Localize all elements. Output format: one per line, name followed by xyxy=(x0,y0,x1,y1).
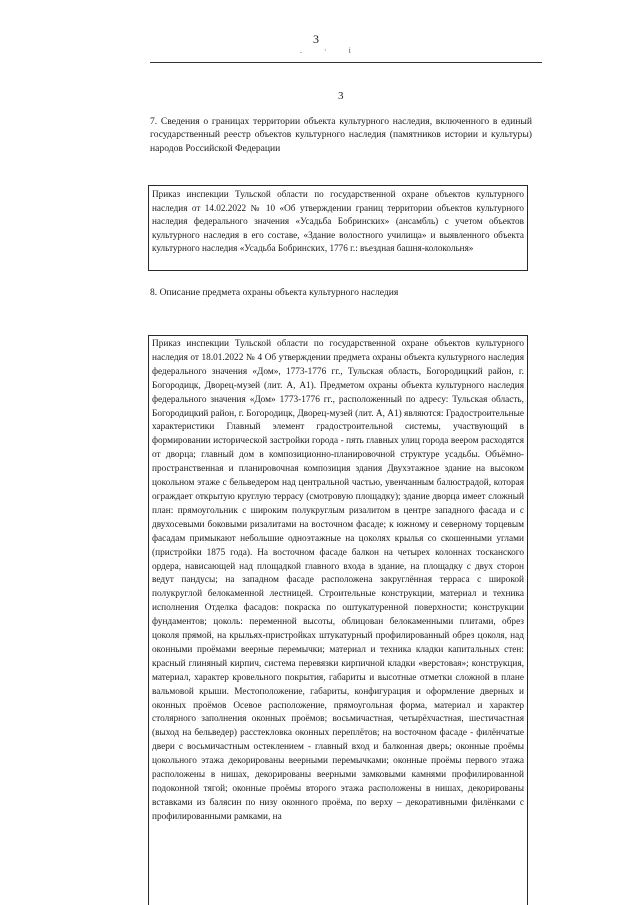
page-number-inner: 3 xyxy=(338,90,344,102)
section-8-heading: 8. Описание предмета охраны объекта культурного наследия xyxy=(150,287,399,298)
section-7-heading: 7. Сведения о границах территории объекта культурного наследия, включенного в единый государственный реестр объектов культурного наследия (памятников истории и культуры) народов Российской Федерации xyxy=(150,116,532,154)
scan-marks: . · i xyxy=(300,46,361,55)
section-7-box: Приказ инспекции Тульской области по государственной охране объектов культурного наследия от 14.02.2022 № 10 «Об утверждении границ территории объектов культурного наследия федерального значения «Усадьба Бобринских» (ансамбль) с учетом объектов культурного наследия в его составе, «Здание волостного училища» и выявленного объекта культурного наследия «Усадьба Бобринских, 1776 г.: въездная башня-колокольня» xyxy=(148,185,528,271)
top-rule xyxy=(150,62,542,63)
page-number-top: 3 xyxy=(313,32,319,46)
section-8-box: Приказ инспекции Тульской области по государственной охране объектов культурного наследия от 18.01.2022 № 4 Об утверждении предмета охраны объекта культурного наследия федерального значения «Дом», 1773-1776 гг., Тульская область, Богородицкий район, г. Богородицк, Дворец-музей (лит. А, А1). Предметом охраны объекта культурного наследия федерального значения «Дом» 1773-1776 гг., расположенный по адресу: Тульская область, Богородицкий район, г. Богородицк, Дворец-музей (лит. А, А1) являются: Градостроительные характеристики Главный элемент градостроительной системы, участвующий в формировании исторической застройки города - пять главных улиц города веером расходятся от дворца; главный дом в композиционно-планировочной структуре усадьбы. Объёмно-пространственная и планировочная композиция здания Двухэтажное здание на высоком цокольном этаже с бельведером над центральной частью, увенчанным балюстрадой, которая ограждает открытую круглую террасу (смотровую площадку); здание дворца имеет сложный план: прямоугольник с широким полукруглым ризалитом в центре западного фасада и с двухосевыми боковыми ризалитами на восточном фасаде; к южному и северному торцевым фасадам примыкают небольшие одноэтажные на цоколях крылья со скошенными углами (пристройки 1875 года). На восточном фасаде балкон на четырех колоннах тосканского ордера, нависающей над площадкой главного входа в здание, на площадку с двух сторон ведут пандусы; на западном фасаде расположена закруглённая терраса с широкой полукруглой белокаменной лестницей. Строительные конструкции, материал и техника исполнения Отделка фасадов: покраска по оштукатуренной поверхности; конструкции фундаментов; цоколь: переменной высоты, облицован белокаменными плитами, обрез цоколя прямой, на крыльях-пристройках штукатурный профилированный обрез цоколя, над оконными проёмами веерные перемычки; материал и техника кладки капитальных стен: красный глиняный кирпич, система перевязки кирпичной кладки «верстовая»; конструкция, материал, характер кровельного покрытия, габариты и высотные отметки сложной в плане вальмовой крыши. Местоположение, габариты, конфигурация и оформление дверных и оконных проёмов Осевое расположение, прямоугольная форма, материал и характер столярного заполнения оконных проёмов; восьмичастная, четырёхчастная, шестичастная (выход на бельведер) расстекловка оконных переплётов; на восточном фасаде - филёнчатые двери с восьмичастным остеклением - главный вход и балконная дверь; оконные проёмы цокольного этажа декорированы веерными перемычками; оконные проёмы первого этажа расположены в нишах, декорированы веерными замковыми камнями профилированной подоконной тягой; оконные проёмы второго этажа расположены в нишах, декорированы вставками из балясин по низу оконного проёма, по верху – декоративными филёнками с профилированными рамками, на xyxy=(148,335,528,905)
